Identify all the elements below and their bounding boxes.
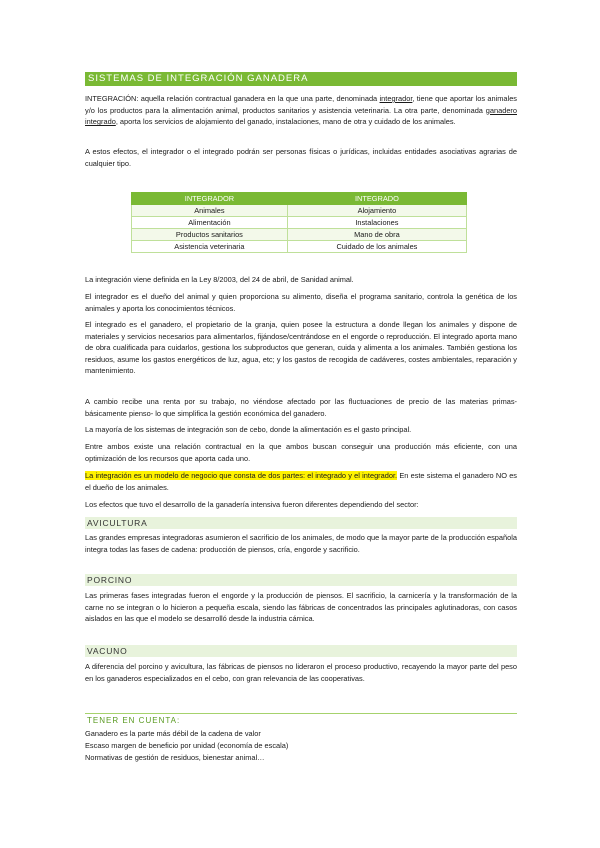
table-cell: Asistencia veterinaria	[132, 241, 288, 253]
note-title: TENER EN CUENTA:	[87, 716, 181, 725]
note-line: Ganadero es la parte más débil de la cadena de valor	[85, 729, 261, 738]
col-header-integrador: INTEGRADOR	[132, 193, 288, 205]
table-row	[132, 229, 467, 241]
modelo-rest: En este sistema el ganadero NO es el dueño de los animales.	[85, 471, 517, 492]
section-text-porcino: Las primeras fases integradas fueron el engorde y la producción de piensos. El sacrificio, la carnicería y la transformación de la carne no se integran o lo hicieron a pequeña escala, siendo las fábricas de concentrados las principales aglutinadoras, con casos aislados en las que el modelo se desarrolló desde la industria cárnica.	[85, 591, 517, 624]
page-title: SISTEMAS DE INTEGRACIÓN GANADERA	[85, 72, 517, 86]
table-cell: Alojamiento	[287, 205, 466, 217]
term-ganadero-integrado: ganadero integrado	[85, 105, 517, 127]
table-header-row	[132, 193, 467, 205]
paragraph-modelo	[85, 470, 517, 493]
def-part-a: INTEGRACIÓN: aquella relación contractual ganadera en la que una parte, denominada	[85, 94, 380, 103]
note-divider	[85, 713, 517, 714]
paragraph-integrador: El integrador es el dueño del animal y quien proporciona su alimento, diseña el programa sanitario, controla la genética de los animales y aporta los conocimientos técnicos.	[85, 292, 517, 313]
table-cell: Mano de obra	[287, 229, 466, 241]
paragraph-cebo: La mayoría de los sistemas de integración son de cebo, donde la alimentación es el gasto principal.	[85, 425, 412, 434]
section-title-porcino: PORCINO	[85, 574, 517, 586]
paragraph-integrado: El integrado es el ganadero, el propietario de la granja, quien posee la estructura a donde llegan los animales y dispone de materiales y servicios necesarios para alimentarlos, fijándose/centrándose en el engorde o reproducción. El integrado aporta mano de obra cualificada para cuidarlos, gestiona los subproductos que generan, cuida y alimenta a los animales. También gestiona los residuos, asume los gastos energéticos de luz, agua, etc; y los gastos de recogida de cadáveres, costes ambientales, reparación y mantenimiento.	[85, 320, 517, 376]
paragraph-efectos: A estos efectos, el integrador o el integrado podrán ser personas físicas o jurídicas, incluidas entidades asociativas agrarias de cualquier tipo.	[85, 147, 517, 168]
term-integrador: integrador	[379, 94, 413, 103]
note-line: Normativas de gestión de residuos, bienestar animal…	[85, 753, 265, 762]
section-title-vacuno: VACUNO	[85, 645, 517, 657]
paragraph-efectos-sector: Los efectos que tuvo el desarrollo de la ganadería intensiva fueron diferentes dependiendo del sector:	[85, 500, 419, 509]
section-text-vacuno: A diferencia del porcino y avicultura, las fábricas de piensos no lideraron el proceso productivo, recayendo la mayor parte del peso en los ganaderos especializados en el cebo, con gran relevancia de las cooperativas.	[85, 662, 517, 683]
table-row	[132, 217, 467, 229]
def-part-c: , aporta los servicios de alojamiento del ganado, instalaciones, mano de otra y cuidado de los animales.	[115, 117, 456, 127]
table-cell: Instalaciones	[287, 217, 466, 229]
paragraph-renta: A cambio recibe una renta por su trabajo, no viéndose afectado por las fluctuaciones de precio de las materias primas- básicamente pienso- lo que simplifica la gestión económica del ganadero.	[85, 397, 517, 418]
note-line: Escaso margen de beneficio por unidad (economía de escala)	[85, 741, 289, 750]
highlighted-text: La integración es un modelo de negocio que consta de dos partes: el integrado y el integrador.	[85, 471, 398, 480]
def-part-b: , tiene que aportar los animales y/o los productos para la alimentación animal, productos sanitarios y asistencia veterinaria. La otra parte, denominada	[85, 94, 517, 115]
table-row	[132, 205, 467, 217]
paragraph-relacion: Entre ambos existe una relación contractual en la que ambos buscan conseguir una producción más eficiente, con una optimización de los recursos que aporta cada uno.	[85, 442, 517, 463]
integracion-definition	[85, 93, 517, 128]
table-cell: Productos sanitarios	[132, 229, 288, 241]
roles-table	[131, 192, 467, 253]
paragraph-ley: La integración viene definida en la Ley 8/2003, del 24 de abril, de Sanidad animal.	[85, 275, 354, 284]
table-row	[132, 241, 467, 253]
table-cell: Animales	[132, 205, 288, 217]
table-cell: Cuidado de los animales	[287, 241, 466, 253]
col-header-integrado: INTEGRADO	[287, 193, 466, 205]
section-text-avicultura: Las grandes empresas integradoras asumieron el sacrificio de los animales, de modo que la mayor parte de la producción española integra todas las fases de cadena: producción de piensos, cría, engorde y sacrificio.	[85, 533, 517, 554]
section-title-avicultura: AVICULTURA	[85, 517, 517, 529]
table-cell: Alimentación	[132, 217, 288, 229]
